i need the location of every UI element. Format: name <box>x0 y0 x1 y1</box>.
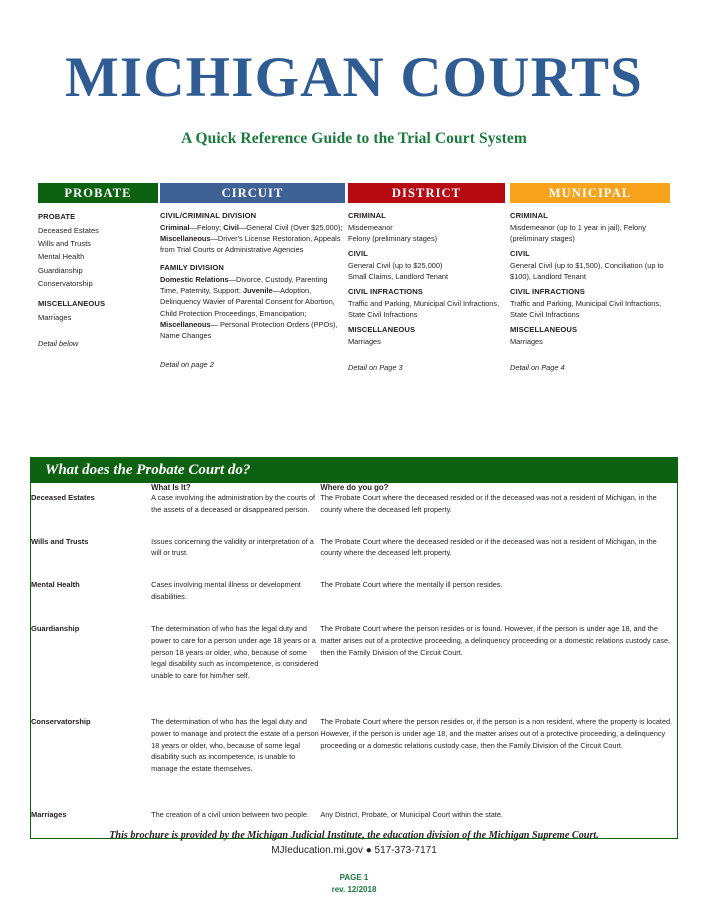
row-what: The determination of who has the legal duty and power to care for a person under age 18 years or a person 18 years or older, who, because of some legal disability such as incompetence, is considered unable to care for him/her self. <box>151 623 319 681</box>
category-heading: FAMILY DIVISION <box>160 263 224 273</box>
category-item: Conservatorship <box>38 278 93 288</box>
body-text: —Driver's License Restoration, Appeals from Trial Courts or Administrative Agencies <box>160 233 341 255</box>
emphasis-term: Civil <box>223 222 239 232</box>
footer-attribution: This brochure is provided by the Michigan Judicial Institute, the education division of the Michigan Supreme Court. <box>109 830 599 841</box>
detail-note: Detail on Page 4 <box>510 362 565 372</box>
category-item: Mental Health <box>38 252 85 262</box>
row-what: The determination of who has the legal duty and power to manage and protect the estate of a person 18 years or older, who, because of some legal disability such as incompetence, is unable to manage the estate themselves. <box>151 716 319 774</box>
category-item: Misdemeanor (up to 1 year in jail), Felony (preliminary stages) <box>510 222 646 243</box>
category-heading: CIVIL <box>348 249 368 259</box>
body-text: —Adoption, Delinquency Wavier of Parental Consent for Abortion, Child Protection Proceedings, Emancipation; <box>160 286 335 318</box>
category-item: Traffic and Parking, Municipal Civil Infractions, State Civil Infractions <box>510 298 662 319</box>
row-where: The Probate Court where the person resides or is found. However, if the person is under age 18, and the matter arises out of a protective proceeding, a delinquency proceeding or a domestic relations custody case, then the Family Division of the Circuit Court. <box>320 623 671 657</box>
row-term: Deceased Estates <box>31 493 95 502</box>
row-term: Guardianship <box>31 623 80 633</box>
row-where: The Probate Court where the person resides or, if the person is a non resident, where the property is located. However, if the person is under age 18, and the matter arises out of a protective proceeding, a delinquency proceeding or a domestic relations custody case, then the Family Division of the Circuit Court. <box>320 716 673 750</box>
probate-table-body <box>31 492 677 838</box>
emphasis-term: Miscellaneous <box>160 233 211 243</box>
category-heading: PROBATE <box>38 212 76 221</box>
court-column-probate <box>38 183 158 350</box>
page-subtitle: A Quick Reference Guide to the Trial Court System <box>181 129 527 147</box>
court-column-body-probate <box>38 203 158 350</box>
body-text: —General Civil (Over $25,000); <box>238 222 343 232</box>
page-number: PAGE 1 <box>339 873 369 882</box>
probate-table-banner: What does the Probate Court do? <box>31 457 677 483</box>
category-item: Felony (preliminary stages) <box>348 233 438 243</box>
probate-table-block <box>30 457 678 839</box>
row-what: The creation of a civil union between two people. <box>151 810 309 819</box>
row-term: Marriages <box>31 810 67 819</box>
detail-note: Detail on page 2 <box>160 360 214 370</box>
category-item: Marriages <box>510 336 543 346</box>
court-column-header-circuit: CIRCUIT <box>160 183 345 203</box>
category-heading: MISCELLANEOUS <box>348 325 416 335</box>
table-row <box>31 492 677 536</box>
table-row <box>31 536 677 580</box>
row-term: Conservatorship <box>31 716 91 726</box>
body-text: — Personal Protection Orders (PPOs), Name Changes <box>160 319 338 341</box>
emphasis-term: Domestic Relations <box>160 274 229 284</box>
category-heading: CRIMINAL <box>348 211 386 220</box>
spacer <box>160 255 345 262</box>
category-heading: CRIMINAL <box>510 211 548 220</box>
footer <box>0 830 708 856</box>
row-what: Issues concerning the validity or interpretation of a will or trust. <box>151 536 314 558</box>
court-column-header-probate: PROBATE <box>38 183 158 203</box>
column-header-where: Where do you go? <box>320 483 389 492</box>
detail-note: Detail below <box>38 339 79 349</box>
category-item: Misdemeanor <box>348 222 393 232</box>
category-item: Traffic and Parking, Municipal Civil Infractions, State Civil Infractions <box>348 298 500 319</box>
emphasis-term: Miscellaneous <box>160 319 211 329</box>
court-column-body-district <box>348 203 505 373</box>
column-header-term <box>31 483 151 492</box>
court-column-circuit <box>160 183 345 371</box>
table-row <box>31 716 677 809</box>
category-item: Deceased Estates <box>38 225 99 235</box>
table-row <box>31 579 677 623</box>
category-item: Small Claims, Landlord Tenant <box>348 271 449 281</box>
court-column-header-municipal: MUNICIPAL <box>510 183 670 203</box>
table-row <box>31 623 677 716</box>
page-number-block <box>0 872 708 895</box>
category-item: Marriages <box>38 312 72 322</box>
footer-contact: MJIeducation.mi.gov ● 517-373-7171 <box>271 845 437 856</box>
category-heading: CIVIL INFRACTIONS <box>510 287 585 297</box>
row-where: The Probate Court where the deceased resided or if the deceased was not a resident of Michigan, in the county where the deceased left property. <box>320 493 657 514</box>
category-item: Guardianship <box>38 265 83 275</box>
row-where: The Probate Court where the deceased resided or if the deceased was not a resident of Michigan, in the county where the deceased left property. <box>320 536 657 558</box>
page-title: MICHIGAN COURTS <box>64 46 644 109</box>
court-column-header-district: DISTRICT <box>348 183 505 203</box>
category-heading: MISCELLANEOUS <box>38 299 106 309</box>
court-column-body-circuit <box>160 203 345 371</box>
category-heading: CIVIL INFRACTIONS <box>348 287 423 297</box>
row-term: Mental Health <box>31 580 80 590</box>
spacer <box>38 290 158 297</box>
category-heading: CIVIL <box>510 249 530 259</box>
category-heading: CIVIL/CRIMINAL DIVISION <box>160 211 257 220</box>
category-item: Wills and Trusts <box>38 238 91 248</box>
probate-table <box>31 483 677 838</box>
table-header-row <box>31 483 677 492</box>
category-item: General Civil (up to $25,000) <box>348 260 443 270</box>
emphasis-term: Criminal <box>160 222 190 232</box>
category-rich-text <box>160 274 345 342</box>
row-term: Wills and Trusts <box>31 536 89 546</box>
court-column-municipal <box>510 183 670 373</box>
row-where: Any District, Probate, or Municipal Court within the state. <box>320 810 503 819</box>
category-item: General Civil (up to $1,500), Conciliation (up to $100), Landlord Tenant <box>510 260 664 281</box>
row-where: The Probate Court where the mentally ill person resides. <box>320 580 503 590</box>
court-columns <box>38 183 672 373</box>
detail-note: Detail on Page 3 <box>348 362 403 372</box>
revision-date: rev. 12/2018 <box>331 884 377 894</box>
row-what: A case involving the administration by the courts of the assets of a deceased or disappeared person. <box>151 493 316 514</box>
emphasis-term: Juvenile <box>242 286 273 296</box>
category-item: Marriages <box>348 336 381 346</box>
category-rich-text <box>160 222 345 256</box>
body-text: —Divorce, Custody, Parenting Time, Paternity, Support; <box>160 274 328 296</box>
body-text: —Felony; <box>189 222 224 232</box>
court-column-body-municipal <box>510 203 670 373</box>
row-what: Cases involving mental illness or development disabilities. <box>151 580 301 602</box>
masthead <box>0 48 708 148</box>
category-heading: MISCELLANEOUS <box>510 325 578 335</box>
court-column-district <box>348 183 505 373</box>
column-header-what: What Is It? <box>151 483 191 492</box>
